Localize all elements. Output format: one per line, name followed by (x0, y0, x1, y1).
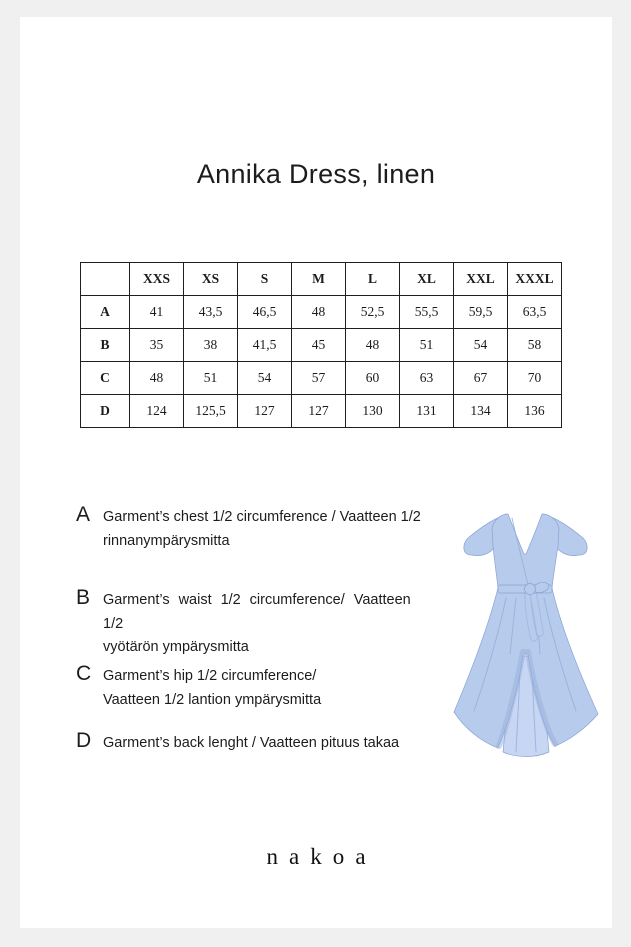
cell: 63 (400, 362, 454, 395)
cell: 127 (292, 395, 346, 428)
cell: 130 (346, 395, 400, 428)
row-label: A (81, 296, 130, 329)
dress-sleeves (464, 515, 587, 556)
cell: 51 (400, 329, 454, 362)
cell: 48 (292, 296, 346, 329)
cell: 63,5 (508, 296, 562, 329)
brand-logo (20, 844, 612, 870)
legend-item-c (76, 662, 423, 712)
size-table-header-row (81, 263, 562, 296)
size-chart-page (20, 17, 612, 928)
cell: 70 (508, 362, 562, 395)
legend-description-a (103, 506, 423, 553)
legend-line: vyötärön ympärysmitta (103, 639, 249, 655)
cell: 54 (238, 362, 292, 395)
col-header-xxs: XXS (130, 263, 184, 296)
product-title: Annika Dress, linen (196, 159, 436, 189)
dress-illustration (448, 506, 603, 761)
cell: 35 (130, 329, 184, 362)
corner-cell (81, 263, 130, 296)
brand-text: nakoa (266, 844, 377, 869)
cell: 43,5 (184, 296, 238, 329)
size-table-container (80, 262, 562, 428)
col-header-m: M (292, 263, 346, 296)
legend-description-d (103, 732, 423, 756)
cell: 131 (400, 395, 454, 428)
cell: 45 (292, 329, 346, 362)
legend-letter-b: B (76, 586, 91, 609)
col-header-xl: XL (400, 263, 454, 296)
cell: 51 (184, 362, 238, 395)
legend-line: Garment’s waist 1/2 circumference/ Vaatteen 1/2 (103, 592, 411, 632)
cell: 59,5 (454, 296, 508, 329)
cell: 124 (130, 395, 184, 428)
col-header-xxl: XXL (454, 263, 508, 296)
col-header-s: S (238, 263, 292, 296)
cell: 57 (292, 362, 346, 395)
cell: 46,5 (238, 296, 292, 329)
table-row-c (81, 362, 562, 395)
cell: 58 (508, 329, 562, 362)
cell: 55,5 (400, 296, 454, 329)
legend-item-b (76, 586, 423, 660)
legend-letter-d: D (76, 729, 92, 752)
cell: 60 (346, 362, 400, 395)
size-table (80, 262, 562, 428)
legend-line: rinnanympärysmitta (103, 532, 230, 549)
row-label: B (81, 329, 130, 362)
cell: 48 (130, 362, 184, 395)
row-label: C (81, 362, 130, 395)
cell: 48 (346, 329, 400, 362)
cell: 38 (184, 329, 238, 362)
dress-bodice (492, 514, 559, 588)
col-header-xs: XS (184, 263, 238, 296)
cell: 134 (454, 395, 508, 428)
legend-item-a (76, 503, 423, 553)
cell: 52,5 (346, 296, 400, 329)
legend-description-b (103, 589, 423, 660)
legend-letter-c: C (76, 662, 92, 685)
legend-line: Garment’s hip 1/2 circumference/ (103, 668, 317, 684)
legend-line: Vaatteen 1/2 lantion ympärysmitta (103, 691, 322, 708)
cell: 54 (454, 329, 508, 362)
table-row-b (81, 329, 562, 362)
col-header-l: L (346, 263, 400, 296)
row-label: D (81, 395, 130, 428)
table-row-a (81, 296, 562, 329)
cell: 67 (454, 362, 508, 395)
cell: 125,5 (184, 395, 238, 428)
legend-letter-a: A (76, 503, 91, 526)
legend-line: Garment’s back lenght / Vaatteen pituus takaa (103, 735, 400, 751)
legend-item-d (76, 729, 423, 756)
col-header-xxxl: XXXL (508, 263, 562, 296)
cell: 41 (130, 296, 184, 329)
legend-line: Garment’s chest 1/2 circumference / Vaatteen 1/2 (103, 509, 421, 525)
cell: 136 (508, 395, 562, 428)
table-row-d (81, 395, 562, 428)
legend-description-c (103, 665, 423, 712)
cell: 41,5 (238, 329, 292, 362)
cell: 127 (238, 395, 292, 428)
